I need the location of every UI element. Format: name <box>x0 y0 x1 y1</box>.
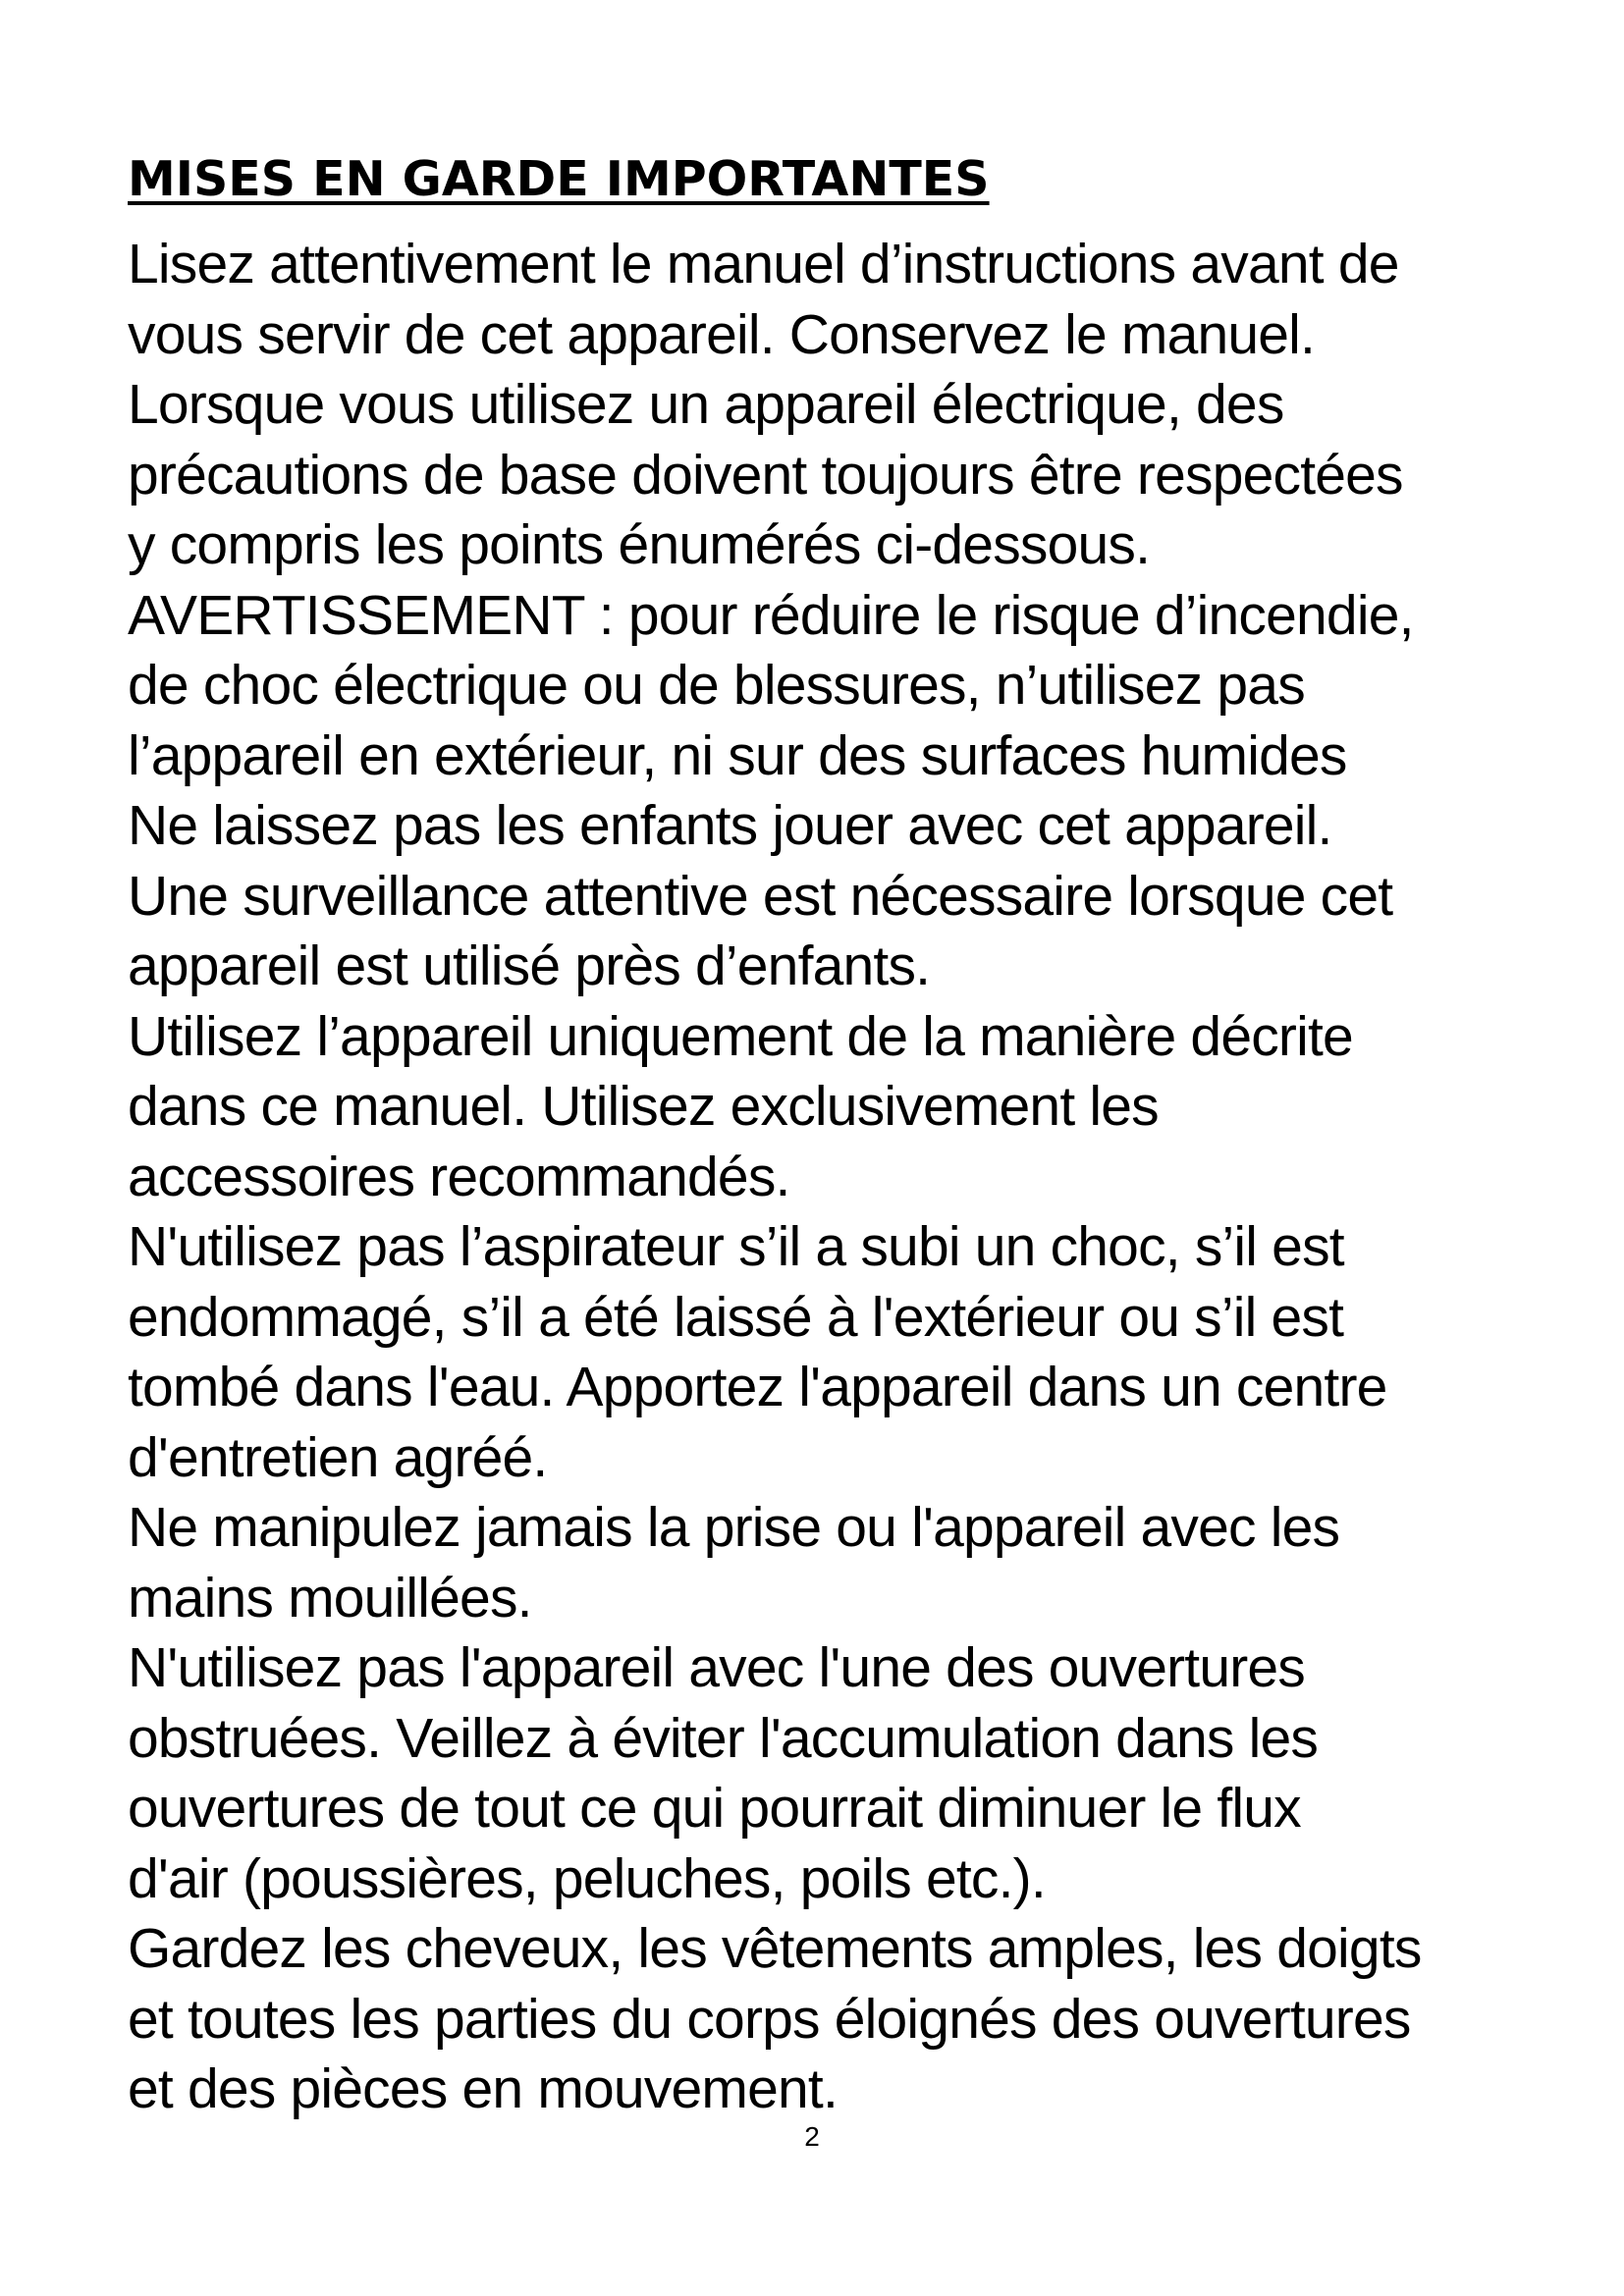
text-line: Ne manipulez jamais la prise ou l'appareil avec les <box>128 1496 1340 1559</box>
text-line: l’appareil en extérieur, ni sur des surfaces humides <box>128 723 1347 787</box>
text-line: et toutes les parties du corps éloignés des ouvertures <box>128 1987 1411 2051</box>
text-line: tombé dans l'eau. Apportez l'appareil dans un centre <box>128 1356 1387 1418</box>
text-line: Lorsque vous utilisez un appareil électrique, des <box>128 373 1284 436</box>
text-line: de choc électrique ou de blessures, n’utilisez pas <box>128 654 1305 717</box>
text-line: Lisez attentivement le manuel d’instructions avant de <box>128 233 1399 295</box>
text-line: AVERTISSEMENT : pour réduire le risque d’incendie, <box>128 583 1414 647</box>
text-line: y compris les points énumérés ci-dessous. <box>128 513 1151 576</box>
text-line: Ne laissez pas les enfants jouer avec cet appareil. <box>128 794 1332 857</box>
text-line: mains mouillées. <box>128 1566 532 1629</box>
page-number: 2 <box>804 2121 820 2152</box>
text-line: Gardez les cheveux, les vêtements amples, les doigts <box>128 1917 1422 1980</box>
text-line: vous servir de cet appareil. Conservez le manuel. <box>128 302 1316 366</box>
text-line: appareil est utilisé près d’enfants. <box>128 934 931 997</box>
text-line: Une surveillance attentive est nécessaire lorsque cet <box>128 864 1393 928</box>
text-line: ouvertures de tout ce qui pourrait diminuer le flux <box>128 1777 1301 1840</box>
text-line: N'utilisez pas l’aspirateur s’il a subi un choc, s’il est <box>128 1215 1344 1278</box>
text-line: endommagé, s’il a été laissé à l'extérieur ou s’il est <box>128 1285 1344 1349</box>
warnings-text <box>128 230 1542 2125</box>
text-line: et des pièces en mouvement. <box>128 2057 838 2120</box>
text-line: dans ce manuel. Utilisez exclusivement les <box>128 1075 1159 1138</box>
page-title: MISES EN GARDE IMPORTANTES <box>128 151 990 207</box>
text-line: N'utilisez pas l'appareil avec l'une des ouvertures <box>128 1636 1306 1699</box>
text-line: précautions de base doivent toujours être respectées <box>128 443 1403 507</box>
text-line: Utilisez l’appareil uniquement de la manière décrite <box>128 1004 1353 1068</box>
text-line: d'entretien agréé. <box>128 1425 548 1489</box>
text-line: obstruées. Veillez à éviter l'accumulation dans les <box>128 1706 1319 1770</box>
text-line: d'air (poussières, peluches, poils etc.). <box>128 1846 1046 1910</box>
text-line: accessoires recommandés. <box>128 1145 790 1208</box>
